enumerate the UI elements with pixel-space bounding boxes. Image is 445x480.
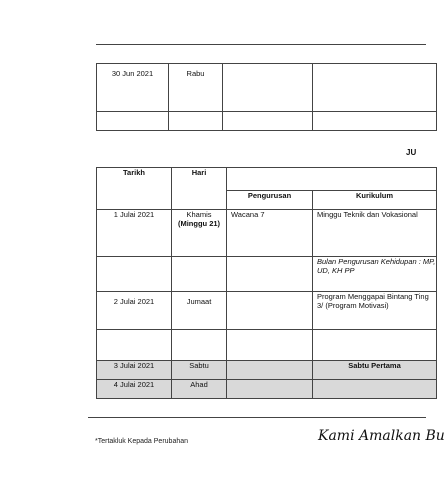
month-heading: JU xyxy=(406,148,417,157)
management-cell xyxy=(223,112,313,131)
date-cell: 3 Julai 2021 xyxy=(97,361,172,380)
previous-week-table xyxy=(96,63,437,131)
management-cell xyxy=(227,330,313,361)
table-row xyxy=(97,257,437,292)
day-cell xyxy=(172,257,227,292)
header-kurikulum: Kurikulum xyxy=(313,191,437,210)
table-row xyxy=(97,64,437,112)
header-tarikh: Tarikh xyxy=(97,168,172,210)
table-row xyxy=(97,112,437,131)
header-row xyxy=(97,168,437,191)
management-cell xyxy=(227,257,313,292)
header-group xyxy=(227,168,437,191)
date-cell xyxy=(97,330,172,361)
curriculum-cell: Sabtu Pertama xyxy=(313,361,437,380)
curriculum-cell xyxy=(313,380,437,399)
management-cell xyxy=(227,380,313,399)
date-cell xyxy=(97,112,169,131)
table-row xyxy=(97,330,437,361)
motto: Kami Amalkan Bu xyxy=(318,428,445,444)
day-label: Khamis xyxy=(186,210,212,219)
date-cell: 1 Julai 2021 xyxy=(97,210,172,257)
curriculum-cell: Bulan Pengurusan Kehidupan : MP, UD, KH PP xyxy=(313,257,437,292)
curriculum-cell xyxy=(313,64,437,112)
management-cell xyxy=(227,292,313,330)
date-cell: 4 Julai 2021 xyxy=(97,380,172,399)
header-pengurusan: Pengurusan xyxy=(227,191,313,210)
schedule-table xyxy=(96,167,437,399)
week-label: (Minggu 21) xyxy=(177,219,221,229)
management-cell xyxy=(227,361,313,380)
bottom-rule xyxy=(88,417,426,418)
curriculum-cell: Minggu Teknik dan Vokasional xyxy=(313,210,437,257)
day-cell xyxy=(169,112,223,131)
footnote: *Tertakluk Kepada Perubahan xyxy=(95,438,189,445)
top-rule xyxy=(96,44,426,45)
curriculum-cell: Program Menggapai Bintang Ting 3/ (Program Motivasi) xyxy=(313,292,437,330)
date-cell: 30 Jun 2021 xyxy=(97,64,169,112)
table-row xyxy=(97,210,437,257)
management-cell: Wacana 7 xyxy=(227,210,313,257)
day-cell: Sabtu xyxy=(172,361,227,380)
day-cell xyxy=(172,330,227,361)
management-cell xyxy=(223,64,313,112)
date-cell: 2 Julai 2021 xyxy=(97,292,172,330)
day-cell: Ahad xyxy=(172,380,227,399)
day-cell: Rabu xyxy=(169,64,223,112)
table-row xyxy=(97,361,437,380)
table-row xyxy=(97,292,437,330)
day-cell: Jumaat xyxy=(172,292,227,330)
curriculum-cell xyxy=(313,330,437,361)
header-hari: Hari xyxy=(172,168,227,210)
day-cell xyxy=(172,210,227,257)
curriculum-cell xyxy=(313,112,437,131)
date-cell xyxy=(97,257,172,292)
table-row xyxy=(97,380,437,399)
